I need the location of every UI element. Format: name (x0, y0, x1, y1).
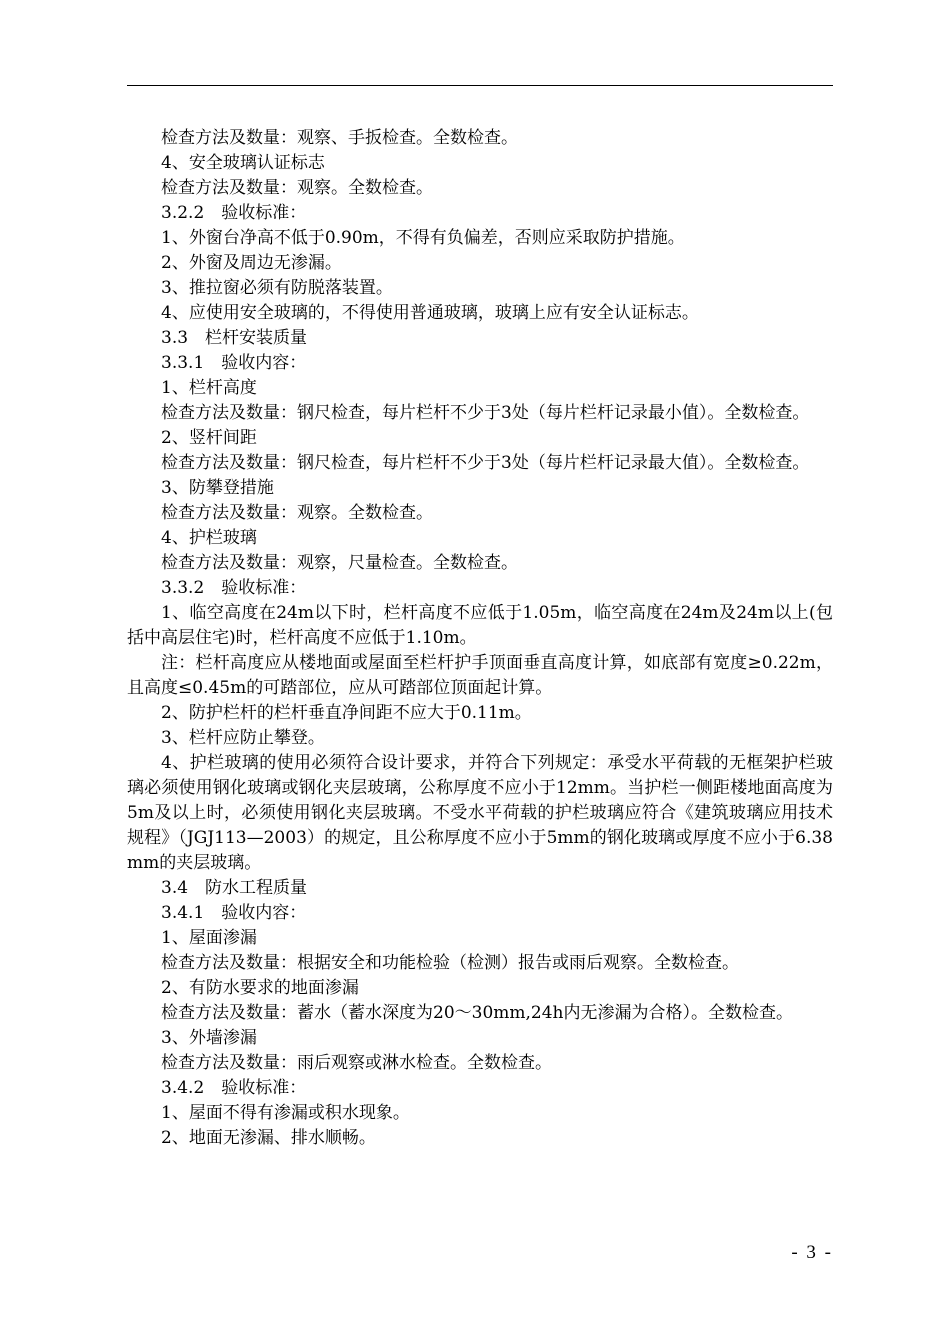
section-heading: 3.4.2 验收标准： (161, 1078, 307, 1098)
paragraph: 3、栏杆应防止攀登。 (161, 728, 325, 748)
paragraph: 4、应使用安全玻璃的，不得使用普通玻璃，玻璃上应有安全认证标志。 (161, 303, 699, 323)
paragraph: 1、屋面不得有渗漏或积水现象。 (161, 1103, 410, 1123)
section-heading: 3.3.1 验收内容： (161, 353, 307, 373)
header-rule (127, 85, 833, 86)
paragraph: 4、安全玻璃认证标志 (161, 153, 325, 173)
page-number: - 3 - (791, 1242, 833, 1263)
paragraph: 2、防护栏杆的栏杆垂直净间距不应大于0.11m。 (161, 703, 532, 723)
paragraph: 检查方法及数量：雨后观察或淋水检查。全数检查。 (161, 1053, 552, 1073)
section-heading: 3.3 栏杆安装质量 (161, 328, 308, 348)
paragraph: 1、临空高度在24m以下时，栏杆高度不应低于1.05m，临空高度在24m及24m以上(包括中高层住宅)时，栏杆高度不应低于1.10m。 (127, 603, 833, 648)
paragraph: 2、有防水要求的地面渗漏 (161, 978, 359, 998)
document-body (127, 126, 833, 1151)
paragraph: 检查方法及数量：根据安全和功能检验（检测）报告或雨后观察。全数检查。 (161, 953, 739, 973)
paragraph: 3、防攀登措施 (161, 478, 274, 498)
section-heading: 3.3.2 验收标准： (161, 578, 307, 598)
paragraph: 检查方法及数量：蓄水（蓄水深度为20～30mm,24h内无渗漏为合格）。全数检查。 (161, 1003, 793, 1023)
note-paragraph: 注：栏杆高度应从楼地面或屋面至栏杆护手顶面垂直高度计算，如底部有宽度≥0.22m，且高度≤0.45m的可踏部位，应从可踏部位顶面起计算。 (127, 653, 833, 698)
section-heading: 3.2.2 验收标准： (161, 203, 307, 223)
paragraph: 检查方法及数量：观察、手扳检查。全数检查。 (161, 128, 518, 148)
section-heading: 3.4.1 验收内容： (161, 903, 307, 923)
paragraph: 1、栏杆高度 (161, 378, 257, 398)
paragraph: 检查方法及数量：观察。全数检查。 (161, 178, 433, 198)
paragraph: 检查方法及数量：观察。全数检查。 (161, 503, 433, 523)
paragraph: 3、推拉窗必须有防脱落装置。 (161, 278, 393, 298)
paragraph: 2、竖杆间距 (161, 428, 257, 448)
paragraph: 4、护栏玻璃 (161, 528, 257, 548)
paragraph: 检查方法及数量：钢尺检查，每片栏杆不少于3处（每片栏杆记录最小值）。全数检查。 (161, 403, 810, 423)
paragraph: 4、护栏玻璃的使用必须符合设计要求，并符合下列规定：承受水平荷载的无框架护栏玻璃必须使用钢化玻璃或钢化夹层玻璃，公称厚度不应小于12mm。当护栏一侧距楼地面高度为5m及以上时，必须使用钢化夹层玻璃。不受水平荷载的护栏玻璃应符合《建筑玻璃应用技术规程》（JGJ113—2003）的规定，且公称厚度不应小于5mm的钢化玻璃或厚度不应小于6.38mm的夹层玻璃。 (127, 753, 833, 873)
section-heading: 3.4 防水工程质量 (161, 878, 308, 898)
paragraph: 3、外墙渗漏 (161, 1028, 257, 1048)
paragraph: 1、外窗台净高不低于0.90m，不得有负偏差，否则应采取防护措施。 (161, 228, 685, 248)
paragraph: 2、地面无渗漏、排水顺畅。 (161, 1128, 376, 1148)
paragraph: 2、外窗及周边无渗漏。 (161, 253, 342, 273)
paragraph: 1、屋面渗漏 (161, 928, 257, 948)
paragraph: 检查方法及数量：观察，尺量检查。全数检查。 (161, 553, 518, 573)
paragraph: 检查方法及数量：钢尺检查，每片栏杆不少于3处（每片栏杆记录最大值）。全数检查。 (161, 453, 810, 473)
